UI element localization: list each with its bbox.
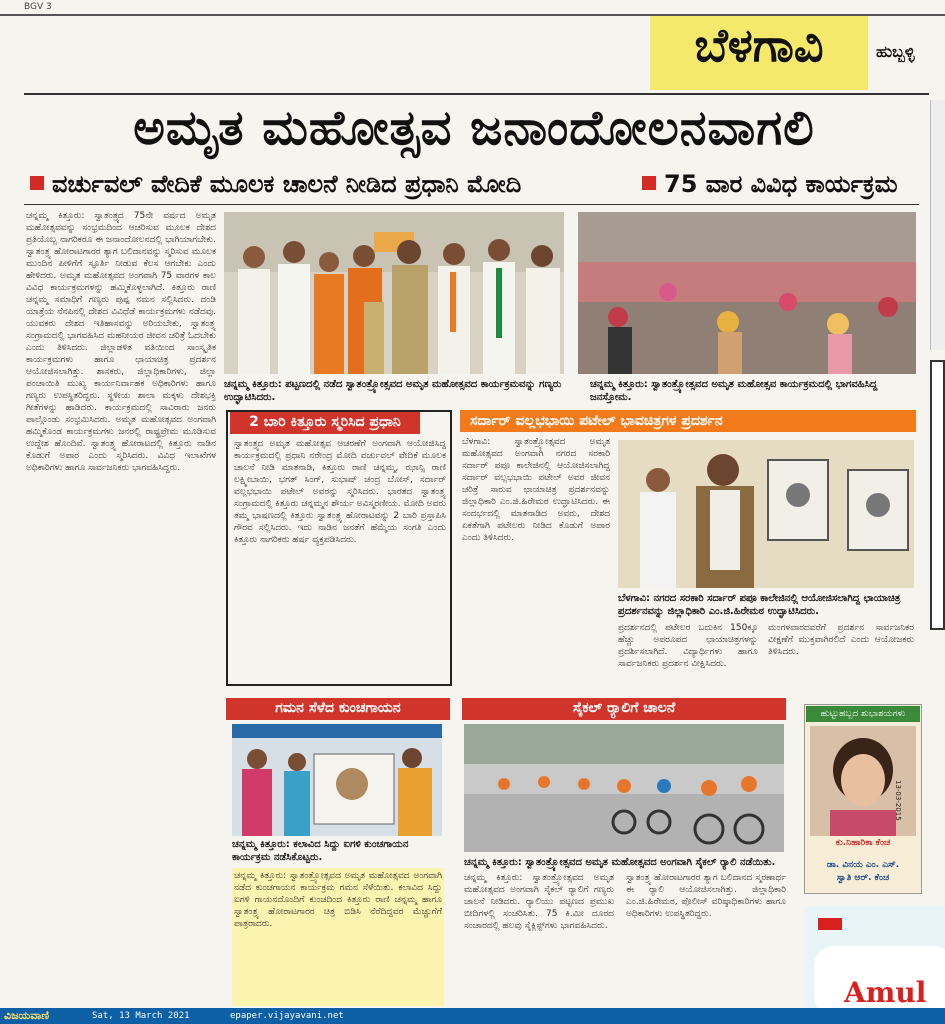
caption-inauguration: ಚನ್ನಮ್ಮ ಕಿತ್ತೂರು: ಪಟ್ಟಣದಲ್ಲಿ ನಡೆದ ಸ್ವಾತಂತ್ರ್ಯೋತ್ಸವದ ಅಮೃತ ಮಹೋತ್ಸವದ ಕಾರ್ಯಕ್ರಮವನ್ನು ಗಣ್ಯರು ಉದ್ಘಾಟಿಸಿದರು. xyxy=(224,379,562,403)
caption-cycle-rally: ಚನ್ನಮ್ಮ ಕಿತ್ತೂರು: ಸ್ವಾತಂತ್ರ್ಯೋತ್ಸವದ ಅಮೃತ ಮಹೋತ್ಸವದ ಅಂಗವಾಗಿ ಸೈಕಲ್ ರ್‍ಯಾಲಿ ನಡೆಯಿತು. xyxy=(464,857,776,868)
story2-title: ಸರ್ದಾರ್ ವಲ್ಲಭಭಾಯಿ ಪಟೇಲ್ ಭಾವಚಿತ್ರಗಳ ಪ್ರದರ್ಶನ xyxy=(460,410,916,432)
footer-url: epaper.vijayavani.net xyxy=(230,1011,344,1021)
story1-title: 2 ಬಾರಿ ಕಿತ್ತೂರು ಸ್ಮರಿಸಿದ ಪ್ರಧಾನಿ xyxy=(230,412,420,434)
masthead-rule xyxy=(24,93,929,95)
photo-inauguration xyxy=(224,212,564,374)
caption-crowd: ಚನ್ನಮ್ಮ ಕಿತ್ತೂರು: ಸ್ವಾತಂತ್ರ್ಯೋತ್ಸವದ ಅಮೃತ ಮಹೋತ್ಸವ ಕಾರ್ಯಕ್ರಮದಲ್ಲಿ ಭಾಗವಹಿಸಿದ್ದ ಜನಸ್ತೋಮ. xyxy=(590,379,878,403)
story2-text-bottom-right: ಮಂಗಳವಾರದವರೆಗೆ ಪ್ರದರ್ಶನ ಸಾರ್ವಜನಿಕರ ವೀಕ್ಷಣೆಗೆ ಮುಕ್ತವಾಗಿರಲಿದೆ ಎಂದು ಆಯೋಜಕರು ತಿಳಿಸಿದರು. xyxy=(768,623,914,657)
story4-text-left: ಚನ್ನಮ್ಮ ಕಿತ್ತೂರು: ಸ್ವಾತಂತ್ರ್ಯೋತ್ಸವದ ಅಮೃತ ಮಹೋತ್ಸವದ ಅಂಗವಾಗಿ ಸೈಕಲ್ ರ್‍ಯಾಲಿಗೆ ಗಣ್ಯರು ಚಾಲನೆ ನೀಡಿದರು. ರ್‍ಯಾಲಿಯು ಪಟ್ಟಣದ ಪ್ರಮುಖ ಬೀದಿಗಳಲ್ಲಿ ಸಂಚರಿಸಿತು. 75 ಕಿ.ಮೀ ದೂರದ ಸಂಚಾರದಲ್ಲಿ ಹಲವು ಸೈಕ್ಲಿಸ್ಟ್‌ಗಳು ಭಾಗವಹಿಸಿದರು. xyxy=(464,873,614,931)
birthday-line3: ಡಾ. ವಿನಯ ಎಂ. ಎಸ್. xyxy=(826,860,900,870)
caption-painting: ಚನ್ನಮ್ಮ ಕಿತ್ತೂರು: ಕಲಾವಿದ ಸಿದ್ದು ಐಗಳಿ ಕುಂಚಗಾಯನ ಕಾರ್ಯಕ್ರಮ ನಡೆಸಿಕೊಟ್ಟರು. xyxy=(232,839,409,863)
adjacent-ad-box xyxy=(930,360,945,630)
footer-date: Sat, 13 March 2021 xyxy=(92,1011,190,1021)
story2-text-left: ಬೆಳಗಾವಿ: ಸ್ವಾತಂತ್ರ್ಯೋತ್ಸವದ ಅಮೃತ ಮಹೋತ್ಸವದ ಅಂಗವಾಗಿ ನಗರದ ಸರಕಾರಿ ಸರ್ದಾರ್ ಪಪೂ ಕಾಲೇಜಿನಲ್ಲಿ ಆಯೋಜಿಸಲಾಗಿದ್ದ ಸರ್ದಾರ್ ವಲ್ಲಭಭಾಯಿ ಪಟೇಲ್ ಅವರ ಜೀವನ ಚರಿತ್ರೆ ಸಾರುವ ಛಾಯಾಚಿತ್ರ ಪ್ರದರ್ಶನವನ್ನು ಜಿಲ್ಲಾಧಿಕಾರಿ ಎಂ.ಜಿ.ಹಿರೇಮಠ ಉದ್ಘಾಟಿಸಿದರು. ಈ ಸಂದರ್ಭದಲ್ಲಿ ಮಾತನಾಡಿದ ಅವರು, ದೇಶದ ಏಕತೆಗಾಗಿ ಪಟೇಲರು ನೀಡಿದ ಕೊಡುಗೆ ಅಪಾರ ಎಂದು ತಿಳಿಸಿದರು. xyxy=(462,437,610,543)
caption-exhibition: ಬೆಳಗಾವಿ: ನಗರದ ಸರಕಾರಿ ಸರ್ದಾರ್ ಪಪೂ ಕಾಲೇಜಿನಲ್ಲಿ ಆಯೋಜಿಸಲಾಗಿದ್ದ ಛಾಯಾಚಿತ್ರ ಪ್ರದರ್ಶನವನ್ನು ಜಿಲ್ಲಾಧಿಕಾರಿ ಎಂ.ಜಿ.ಹಿರೇಮಠ ಉದ್ಘಾಟಿಸಿದರು. xyxy=(618,593,901,617)
section-title: ಬೆಳಗಾವಿ xyxy=(694,18,824,72)
story4-text-right: ಸ್ವಾತಂತ್ರ್ಯ ಹೋರಾಟಗಾರರ ತ್ಯಾಗ ಬಲಿದಾನದ ಸ್ಮರಣಾರ್ಥ ಈ ರ್‍ಯಾಲಿ ಆಯೋಜಿಸಲಾಗಿತ್ತು. ಜಿಲ್ಲಾಧಿಕಾರಿ ಎಂ.ಜಿ.ಹಿರೇಮಠ, ಪೊಲೀಸ್ ವರಿಷ್ಠಾಧಿಕಾರಿಗಳು ಹಾಗೂ ಅಧಿಕಾರಿಗಳು ಉಪಸ್ಥಿತರಿದ್ದರು. xyxy=(626,873,786,919)
main-headline: ಅಮೃತ ಮಹೋತ್ಸವ ಜನಾಂದೋಲನವಾಗಲಿ xyxy=(133,100,815,156)
story4-title: ಸೈಕಲ್ ರ್‍ಯಾಲಿಗೆ ಚಾಲನೆ xyxy=(462,698,786,720)
photo-crowd xyxy=(578,212,916,374)
story2-text-bottom-left: ಪ್ರದರ್ಶನದಲ್ಲಿ ಪಟೇಲರ ಬದುಕಿನ 150ಕ್ಕೂ ಹೆಚ್ಚು ಅಪರೂಪದ ಛಾಯಾಚಿತ್ರಗಳನ್ನು ಪ್ರದರ್ಶಿಸಲಾಗಿದೆ. ವಿದ್ಯಾರ್ಥಿಗಳು ಹಾಗೂ ಸಾರ್ವಜನಿಕರು ಪ್ರದರ್ಶನ ವೀಕ್ಷಿಸಿದರು. xyxy=(618,623,758,669)
footer-bar xyxy=(0,1008,945,1024)
lead-article-text: ಚನ್ನಮ್ಮ ಕಿತ್ತೂರು: ಸ್ವಾತಂತ್ರ್ಯದ 75ನೇ ವರ್ಷದ ಅಮೃತ ಮಹೋತ್ಸವವನ್ನು ಸಂಭ್ರಮದಿಂದ ಆಚರಿಸುವ ಮೂಲಕ ದೇಶದ ಪ್ರತಿಯೊಬ್ಬ ನಾಗರಿಕರೂ ಈ ಜನಾಂದೋಲನದಲ್ಲಿ ಭಾಗಿಯಾಗಬೇಕು. ಸ್ವಾತಂತ್ರ್ಯ ಹೋರಾಟಗಾರರ ತ್ಯಾಗ ಬಲಿದಾನವನ್ನು ಸ್ಮರಿಸುವ ಮೂಲಕ ಮುಂದಿನ ಪೀಳಿಗೆಗೆ ಸ್ಫೂರ್ತಿ ನೀಡುವ ಕೆಲಸ ಆಗಬೇಕು ಎಂದು ಹೇಳಿದರು. ಅಮೃತ ಮಹೋತ್ಸವದ ಅಂಗವಾಗಿ 75 ವಾರಗಳ ಕಾಲ ವಿವಿಧ ಕಾರ್ಯಕ್ರಮಗಳನ್ನು ಹಮ್ಮಿಕೊಳ್ಳಲಾಗಿದೆ. ಕಿತ್ತೂರು ರಾಣಿ ಚನ್ನಮ್ಮ ಸಮಾಧಿಗೆ ಗಣ್ಯರು ಪುಷ್ಪ ನಮನ ಸಲ್ಲಿಸಿದರು. ದಂಡಿ ಯಾತ್ರೆಯ ನೆನಪಿನಲ್ಲಿ ದೇಶದ ವಿವಿಧೆಡೆ ಕಾರ್ಯಕ್ರಮಗಳು ನಡೆದವು. ಯುವಕರು ದೇಶದ ಇತಿಹಾಸವನ್ನು ಅರಿಯಬೇಕು, ಸ್ವಾತಂತ್ರ್ಯ ಸಂಗ್ರಾಮದಲ್ಲಿ ಭಾಗವಹಿಸಿದ ಮಹನೀಯರ ಜೀವನ ಚರಿತ್ರೆ ಓದಬೇಕು ಎಂದು ತಿಳಿಸಿದರು. ಜಿಲ್ಲಾಡಳಿತ ವತಿಯಿಂದ ಸಾಂಸ್ಕೃತಿಕ ಕಾರ್ಯಕ್ರಮಗಳು ಹಾಗೂ ಛಾಯಾಚಿತ್ರ ಪ್ರದರ್ಶನ ಆಯೋಜಿಸಲಾಗಿತ್ತು. ಶಾಸಕರು, ಜಿಲ್ಲಾಧಿಕಾರಿಗಳು, ಜಿಲ್ಲಾ ಪಂಚಾಯಿತಿ ಮುಖ್ಯ ಕಾರ್ಯನಿರ್ವಾಹಕ ಅಧಿಕಾರಿಗಳು ಹಾಗೂ ಗಣ್ಯರು ಉಪಸ್ಥಿತರಿದ್ದರು. ಸ್ಥಳೀಯ ಶಾಲಾ ಮಕ್ಕಳು ದೇಶಭಕ್ತಿ ಗೀತೆಗಳನ್ನು ಹಾಡಿದರು. ಕಾರ್ಯಕ್ರಮದಲ್ಲಿ ಸಾವಿರಾರು ಜನರು ಪಾಲ್ಗೊಂಡು ಸಂಭ್ರಮಿಸಿದರು. ಅಮೃತ ಮಹೋತ್ಸವದ ಅಂಗವಾಗಿ ಹಮ್ಮಿಕೊಂಡ ಕಾರ್ಯಕ್ರಮಗಳು ಜನರಲ್ಲಿ ರಾಷ್ಟ್ರಪ್ರೇಮ ಮೂಡಿಸುವ ಉದ್ದೇಶ ಹೊಂದಿವೆ. ಸ್ವಾತಂತ್ರ್ಯ ಹೋರಾಟದಲ್ಲಿ ಕಿತ್ತೂರು ನಾಡಿನ ಕೊಡುಗೆ ಅಪಾರ ಎಂದು ಸ್ಮರಿಸಿದರು. ವಿವಿಧ ಇಲಾಖೆಗಳ ಅಧಿಕಾರಿಗಳು ಹಾಗೂ ಸಾರ್ವಜನಿಕರು ಭಾಗವಹಿಸಿದ್ದರು. xyxy=(26,211,216,473)
subhead-1: ವರ್ಚುವಲ್ ವೇದಿಕೆ ಮೂಲಕ ಚಾಲನೆ ನೀಡಿದ ಪ್ರಧಾನಿ ಮೋದಿ xyxy=(52,170,522,198)
birthday-date: 13-03-2015 xyxy=(894,780,902,821)
photo-painting xyxy=(232,724,442,836)
headline-rule xyxy=(24,204,919,205)
page-number: BGV 3 xyxy=(24,2,52,12)
story1-text: ಸ್ವಾತಂತ್ರ್ಯದ ಅಮೃತ ಮಹೋತ್ಸವ ಆಚರಣೆಗೆ ಅಂಗವಾಗಿ ಆಯೋಜಿಸಿದ್ದ ಕಾರ್ಯಕ್ರಮದಲ್ಲಿ ಪ್ರಧಾನಿ ನರೇಂದ್ರ ಮೋದಿ ವರ್ಚುವಲ್ ವೇದಿಕೆ ಮೂಲಕ ಚಾಲನೆ ನೀಡಿ ಮಾತನಾಡಿ, ಕಿತ್ತೂರು ರಾಣಿ ಚನ್ನಮ್ಮ, ಝಾನ್ಸಿ ರಾಣಿ ಲಕ್ಷ್ಮೀಬಾಯಿ, ಭಗತ್ ಸಿಂಗ್, ಸುಭಾಷ್ ಚಂದ್ರ ಬೋಸ್, ಸರ್ದಾರ್ ವಲ್ಲಭಭಾಯಿ ಪಟೇಲ್ ಅವರನ್ನು ಸ್ಮರಿಸಿದರು. ಭಾರತದ ಸ್ವಾತಂತ್ರ್ಯ ಸಂಗ್ರಾಮದಲ್ಲಿ ಕಿತ್ತೂರು ಚನ್ನಮ್ಮನ ಶೌರ್ಯ ಅವಿಸ್ಮರಣೀಯ. ಮೋದಿ ಅವರು ತಮ್ಮ ಭಾಷಣದಲ್ಲಿ ಕಿತ್ತೂರು ಸ್ವಾತಂತ್ರ್ಯ ಹೋರಾಟವನ್ನು 2 ಬಾರಿ ಪ್ರಸ್ತಾಪಿಸಿ ಗೌರವ ಸಲ್ಲಿಸಿದರು. ಇದು ನಾಡಿನ ಜನತೆಗೆ ಹೆಮ್ಮೆಯ ಸಂಗತಿ ಎಂದು ಕಿತ್ತೂರು ನಾಗರಿಕರು ಹರ್ಷ ವ್ಯಕ್ತಪಡಿಸಿದರು. xyxy=(234,439,446,545)
footer-paper: ವಿಜಯವಾಣಿ xyxy=(4,1009,50,1022)
photo-cycle-rally xyxy=(464,724,784,852)
birthday-line4: ಸ್ವಾತಿ ಆರ್. ಕೆಂಚ xyxy=(836,873,890,883)
birthday-name: ಕು.ನಿಹಾರಿಕಾ ಕೆಂಚ xyxy=(835,838,891,848)
story3-text: ಚನ್ನಮ್ಮ ಕಿತ್ತೂರು: ಸ್ವಾತಂತ್ರ್ಯೋತ್ಸವದ ಅಮೃತ ಮಹೋತ್ಸವದ ಅಂಗವಾಗಿ ನಡೆದ ಕುಂಚಗಾಯನ ಕಾರ್ಯಕ್ರಮ ಗಮನ ಸೆಳೆಯಿತು. ಕಲಾವಿದ ಸಿದ್ದು ಐಗಳಿ ಗಾಯನದೊಂದಿಗೆ ಕುಂಚದಿಂದ ಕಿತ್ತೂರು ರಾಣಿ ಚನ್ನಮ್ಮ ಹಾಗೂ ಸ್ವಾತಂತ್ರ್ಯ ಹೋರಾಟಗಾರರ ಚಿತ್ರ ಬಿಡಿಸಿ ನೆರೆದಿದ್ದವರ ಮೆಚ್ಚುಗೆಗೆ ಪಾತ್ರರಾದರು. xyxy=(232,868,444,1006)
story3-title: ಗಮನ ಸೆಳೆದ ಕುಂಚಗಾಯನ xyxy=(226,698,450,720)
bullet-square-1 xyxy=(30,176,44,190)
bullet-square-2 xyxy=(642,176,656,190)
amul-ad xyxy=(804,906,945,1008)
birthday-ad-label: ಹುಟ್ಟುಹಬ್ಬದ ಶುಭಾಶಯಗಳು xyxy=(806,706,920,722)
subhead-2: 75 ವಾರ ವಿವಿಧ ಕಾರ್ಯಕ್ರಮ xyxy=(664,170,898,198)
photo-exhibition xyxy=(618,440,914,588)
side-brand: ಹುಬ್ಬಳ್ಳಿ xyxy=(876,42,915,61)
amul-logo: Amul xyxy=(844,976,927,1008)
adjacent-page-edge xyxy=(930,100,945,350)
